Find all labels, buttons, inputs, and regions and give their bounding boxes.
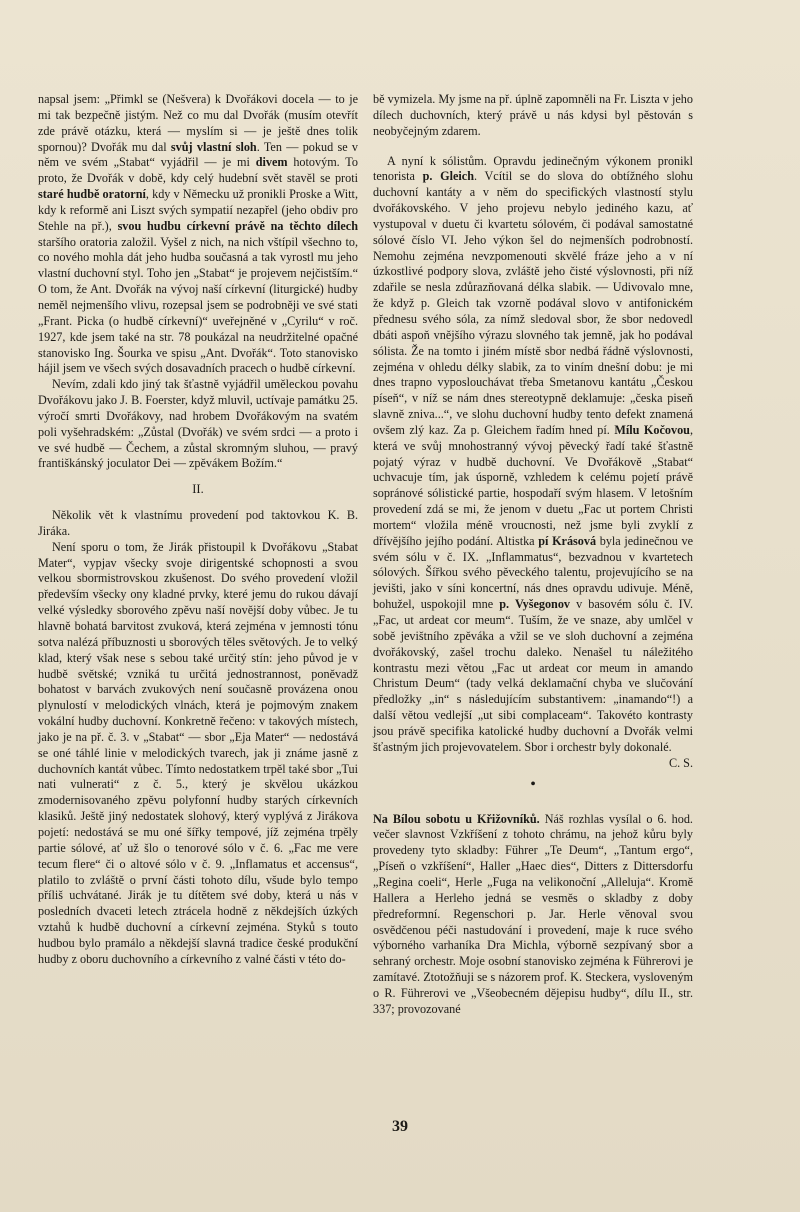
left-paragraph-3: Několik vět k vlastnímu provedení pod taktovkou K. B. Jiráka. — [38, 508, 358, 538]
spacer — [373, 140, 693, 154]
bold-name-kocova: Mílu Kočovou — [614, 422, 690, 437]
bold-name-krasova: pí Krásová — [538, 533, 597, 548]
right-column — [373, 92, 693, 1018]
article-heading: Na Bílou sobotu u Křižovníků. — [373, 811, 540, 826]
right-paragraph-1: bě vymizela. My jsme na př. úplně zapomněli na Fr. Liszta v jeho dílech duchovních, který právě u nás kdysi byl pěstován s neobyčejným zdarem. — [373, 92, 693, 138]
left-paragraph-4: Není sporu o tom, že Jirák přistoupil k Dvořákovu „Stabat Mater“, vypjav všecky svoje dirigentské schopnosti a svou velkou sbormistrovskou zkušenost. Do svého provedení vložil především všecky ony kladné prvky, které jemu do rukou dávají velké výsledky sborového zpěvu naší novější doby vůbec. Je tu hlavně bohatá barvitost zvuková, která zejména v jemnosti tónu sotva nalézá příbuznosti u sborových těles světových. Je to velký klad, který však nese s sebou také určitý stín: jeho původ je v hudbě světské; vzniká tu určitá jednostrannost, poněvadž bohatost v barvách zvukových není současně provázena onou plynulostí v melodických vlnách, která je pojmovým znakem vokální hudby duchovní. Konkretně řečeno: v takových místech, jako je na př. č. 3. v „Stabat“ — sbor „Eja Mater“ — nedostává se oné táhlé linie v melodických tvarech, jak ji známe jasně z duchovních kantát vůbec. Tímto nedostatkem trpěl také sbor „Tui nati vulnerati“ z č. 5., který je skvělou ukázkou zmodernisovaného zpěvu polyfonní hudby starých církevních klasiků. Ještě jiný nedostatek slohový, který vyplývá z Jirákova pojetí: nedostává se mu oné šířky tempové, jíž zejména trpěly partie sólové, ať už šlo o tenorové sólo v č. 6. „Fac me vere tecum flere“ či o altové sólo v č. 9. „Inflamatus et accensus“, platilo to zvláště o první části tohoto dílu, všude bylo tempo příliš uchvátané. Jirák je tu dítětem své doby, která u nás v posledních dvaceti letech ztrácela hodně z někdejších úzkých vztahů k hudbě duchovní a církevní zejména. Styků s touto hudbou bylo pramálo a někdejší slavná tradice české produkční hudby z oboru duchovního a církevního z valné části v této do- — [38, 539, 358, 966]
left-paragraph-1: napsal jsem: „Přimkl se (Nešvera) k Dvořákovi docela — to je mi tak bezpečně jistým. Než co mu dal Dvořák (musím otevřít zde právě otázku, která — myslím si — je ještě dnes tolik spornou)? Dvořák mu dal svůj vlastní sloh. Ten — pokud se v něm ve svém „Stabat“ vyjádřil — je mi divem hotovým. To proto, že Dvořák v době, kdy celý hudební svět stavěl se proti staré hudbě oratorní, kdy v Německu už pronikli Proske a Witt, kdy k reformě ani Liszt svých sympatií nezapřel (jeho obdiv pro Stehle na př.), svou hudbu církevní právě na těchto dílech staršího oratoria založil. Vyšel z nich, na nich vštípil všechno to, co nového mohla dát jeho hudba současná a tak vyrostl mu jeho vlastní duchovní styl. Toho jen „Stabat“ je projevem nejčistším.“ O tom, že Ant. Dvořák na vývoj naší církevní (liturgické) hudby neměl nejmenšího vlivu, rozepsal jsem se podrobněji ve své stati „Frant. Picka (o hudbě církevní)“ uveřejněné v „Cyrilu“ v roč. 1927, kde jsem také na str. 78 poukázal na neudržitelné opačné stanovisko Ing. Šourka ve spisu „Ant. Dvořák“. Toto stanovisko hájil jsem ve všech svých dosavadních pracech o hudbě církevní. — [38, 92, 358, 376]
bold-phrase-vlastni-sloh: svůj vlastní sloh — [170, 139, 257, 154]
left-column — [38, 92, 358, 968]
bold-name-gleich: p. Gleich — [422, 169, 474, 184]
left-paragraph-2: Nevím, zdali kdo jiný tak šťastně vyjádřil uměleckou povahu Dvořákovu jako J. B. Foerster, když mluvil, uctívaje památku 25. výročí smrti Dvořákovy, nad hrobem Dvořákovým na svatém poli vyšehradském: „Zůstal (Dvořák) ve svém srdci — a proto i ve své hudbě — Čechem, a zůstal skromným sluhou, — pravý františkánský joculator Dei — zpěvákem Božím.“ — [38, 377, 358, 471]
bold-phrase-hudbu-cirkevni: svou hudbu církevní právě na těchto dílech — [117, 218, 358, 233]
author-signature: C. S. — [668, 755, 693, 770]
right-paragraph-3: Na Bílou sobotu u Křižovníků. Náš rozhlas vysílal o 6. hod. večer slavnost Vzkříšení z tohoto chrámu, na jehož kůru byly provedeny tyto skladby: Führer „Te Deum“, „Tantum ergo“, „Píseň o vzkříšení“, Haller „Haec dies“, Ditters z Dittersdorfu „Regina coeli“, Herle „Fuga na velikonoční „Alleluja“. Kromě Hallera a Herleho jedná se vesměs o skladby z doby předreformní. Regenschori p. Jar. Herle věnoval svou osvědčenou péči nastudování i provedení, maje k ruce svého výborného varhaníka Dra Michla, výborně sezpívaný sbor a sehraný orchestr. Moje osobní stanovisko zejména k Führerovi je zamítavé. Ztotožňuji se s názorem prof. K. Steckera, vysloveným o R. Führerovi ve „Všeobecném dějepisu hudby“, dílu II., str. 337; provozované — [373, 811, 693, 1016]
right-paragraph-2: A nyní k sólistům. Opravdu jedinečným výkonem pronikl tenorista p. Gleich. Vcítil se do slova do obtížného slohu duchovní kantáty a v něm do specifických vlastností stylu dvořákovského. V jeho projevu nebylo jediného kazu, ať vystupoval v duetu či kvartetu sólovém, či podával samostatné sólové číslo VI. Jeho výkon šel do nejmenších podrobností. Nemohu zejména nevzpomenouti skvělé fráze jeho a v ní úzkostlivé podpory slova, zvláště jeho čisté výslovnosti, při níž zdařile se nesla zdůrazňovaná délka slabik. — Udivovalo mne, že když p. Gleich tak vzorně podával slovo v antifonickém přednesu svého sóla, za nímž sledoval sbor, že sbor nedovedl dbáti aspoň vnějšího výrazu slovného tak jemně, jak ho podával sólista. Že na tomto i jiném místě sbor nedbá řádně výslovnosti, zejména v ohledu délky slabik, za to viním dnešní dobu: je mi dnes trapno vyposlouchávat třeba Smetanovu kantátu „Českou píseň“, v níž se nám dnes stereotypně deklamuje: „česka piseň slavně zniva...“, ve slohu duchovní hudby tento defekt znamená ovšem zlý kaz. Za p. Gleichem řadím hned pí. Mílu Kočovou, která ve svůj mnohostranný vývoj pěvecký řadí také šťastně pojatý výraz v hudbě duchovní. Ve Dvořákově „Stabat“ uchvacuje tím, jak úsporně, vzhledem k celému pojetí právě sopránové sólistické partie, hospodaří svým hlasem. V letošním provedení zdá se mi, že jenom v duetu „Fac ut portem Christi mortem“ vložila méně vroucnosti, než jsme byli zvyklí z dřívějšího jejího podání. Altistka pí Krásová byla jedinečnou ve svém sólu v č. IX. „Inflammatus“, bezvadnou v kvartetech sólových. Šířkou svého pěveckého talentu, projevujícího se na jevišti, jako v síni koncertní, nás dnes opravdu udivuje. Méně, bohužel, uspokojil mne p. Vyšegonov v basovém sólu č. IV. „Fac, ut ardeat cor meum“. Tuším, že ve snaze, aby umlčel v sobě jevištního zpěváka a vžil se ve sloh duchovní a zejména dvořákovský, zašel trochu daleko. Nenašel tu náležitého kontrastu mezi větou „Fac ut ardeat cor meum in amando Christum Deum“ (tady velká deklamační chyba ve slučování předložky „in“ s následujícím substantivem: „inamando“!) a další větou vedlejší „ut sibi complaceam“. Takovéto kontrasty jsou právě specifika katolické hudby duchovní a Dvořák velmi šťastným jich projevovatelem. Sbor i orchestr byly dokonalé. C. S. — [373, 153, 693, 770]
separator-dot: • — [530, 775, 536, 793]
section-number: II. — [192, 482, 204, 497]
bold-phrase-divem: divem — [255, 155, 288, 170]
bold-phrase-stare-hudbe: staré hudbě oratorní — [38, 187, 146, 202]
bold-name-vysegonov: p. Vyšegonov — [499, 597, 571, 612]
page-number: 39 — [392, 1118, 408, 1135]
